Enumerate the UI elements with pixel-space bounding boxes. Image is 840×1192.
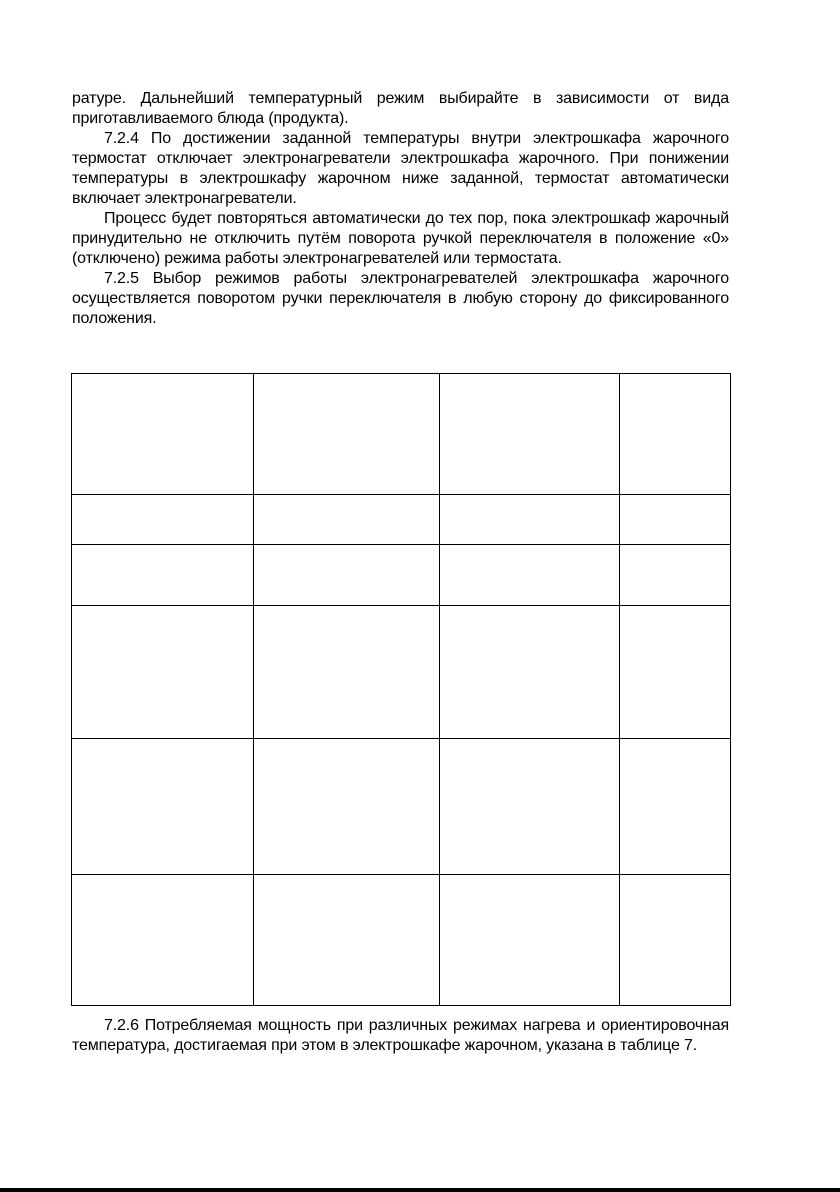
table-cell	[620, 495, 731, 545]
empty-table	[71, 373, 731, 1006]
paragraph-7-2-5: 7.2.5 Выбор режимов работы электронагревателей электрошкафа жарочного осуществляется поворотом ручки переключателя в любую сторону до фиксированного положения.	[72, 270, 729, 327]
table-cell	[440, 495, 620, 545]
paragraph-continuation: ратуре. Дальнейший температурный режим выбирайте в зависимости от вида приготавливаемого блюда (продукта).	[72, 90, 729, 127]
table-cell	[72, 545, 254, 606]
table-cell	[440, 606, 620, 739]
table-cell	[620, 875, 731, 1006]
table-cell	[254, 545, 440, 606]
table-header-row	[72, 374, 731, 495]
table-cell	[72, 739, 254, 875]
page-bottom-border	[0, 1188, 840, 1192]
table-cell	[72, 606, 254, 739]
table-cell	[440, 374, 620, 495]
table-cell	[254, 495, 440, 545]
table-row	[72, 739, 731, 875]
table-cell	[440, 545, 620, 606]
table-cell	[254, 374, 440, 495]
table-cell	[254, 875, 440, 1006]
paragraph-process: Процесс будет повторяться автоматически до тех пор, пока электрошкаф жарочный принудительно не отключить путём поворота ручкой переключателя в положение «0» (отключено) режима работы электронагревателей или термостата.	[72, 210, 729, 267]
table-cell	[254, 739, 440, 875]
table-cell	[72, 875, 254, 1006]
table-cell	[72, 374, 254, 495]
table-cell	[254, 606, 440, 739]
table-row	[72, 545, 731, 606]
table-cell	[620, 606, 731, 739]
paragraph-7-2-4: 7.2.4 По достижении заданной температуры внутри электрошкафа жарочного термостат отключает электронагреватели электрошкафа жарочного. При понижении температуры в электрошкафу жарочном ниже заданной, термостат автоматически включает электронагреватели.	[72, 130, 729, 207]
table-cell	[620, 739, 731, 875]
table-row	[72, 495, 731, 545]
table-cell	[440, 875, 620, 1006]
table-cell	[72, 495, 254, 545]
table-row	[72, 875, 731, 1006]
top-text	[72, 89, 729, 329]
paragraph-7-2-6: 7.2.6 Потребляемая мощность при различных режимах нагрева и ориентировочная температура, достигаемая при этом в электрошкафе жарочном, указана в таблице 7.	[72, 1017, 729, 1054]
table-row	[72, 606, 731, 739]
table-cell	[620, 545, 731, 606]
table-cell	[440, 739, 620, 875]
table-cell	[620, 374, 731, 495]
bottom-text	[72, 1016, 729, 1056]
